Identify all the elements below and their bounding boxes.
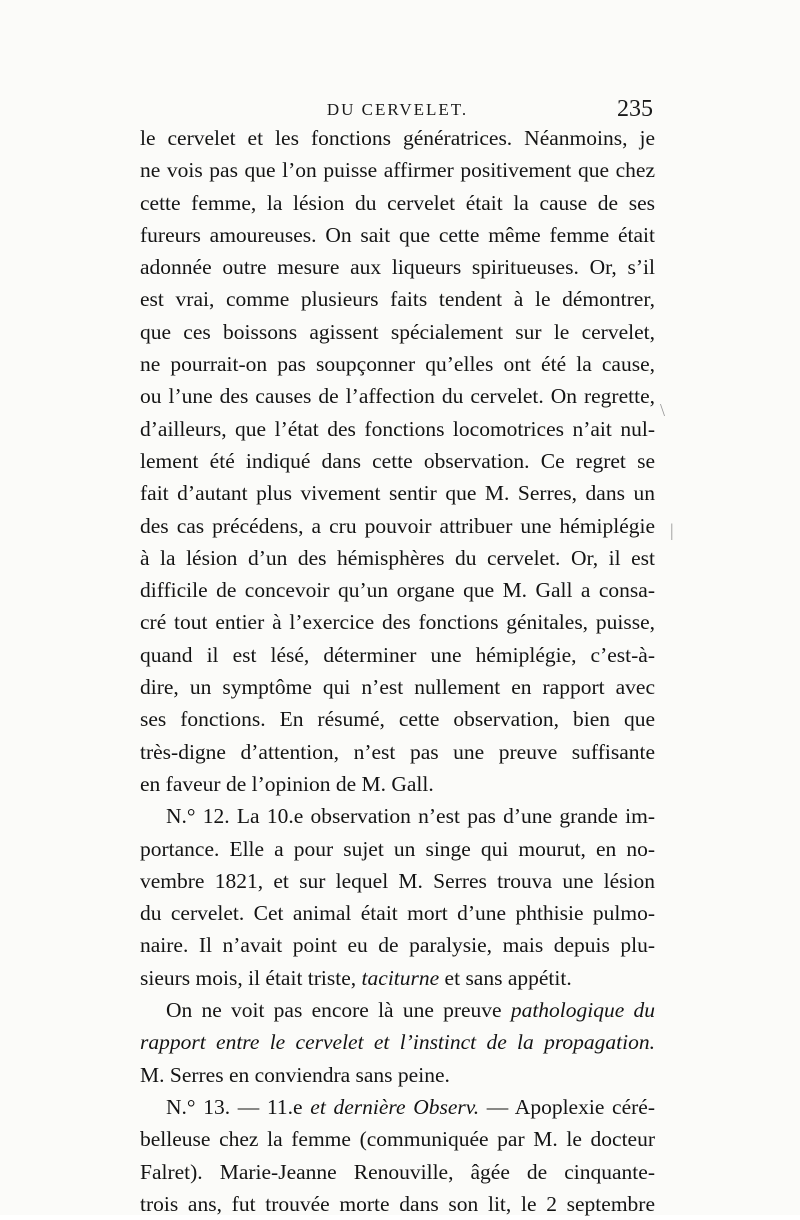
text-line	[140, 574, 655, 606]
text-line	[140, 1123, 655, 1155]
text-line	[140, 768, 655, 800]
line-text: M. Serres en conviendra sans peine.	[140, 1062, 450, 1087]
text-line	[140, 477, 655, 509]
text-line	[140, 187, 655, 219]
line-text: fureurs amoureuses. On sait que cette même femme était	[140, 222, 655, 247]
text-line	[140, 962, 655, 994]
text-line	[140, 1156, 655, 1188]
line-tail-text: — Apoplexie céré-	[479, 1094, 656, 1119]
text-line	[140, 639, 655, 671]
text-line	[140, 1091, 655, 1123]
line-text: dire, un symptôme qui n’est nullement en rapport avec	[140, 675, 655, 700]
line-tail-text: et sans appétit.	[439, 965, 572, 990]
italic-text: taciturne	[361, 965, 440, 990]
line-text: cette femme, la lésion du cervelet était la cause de ses	[140, 190, 655, 215]
italic-text: et dernière Observ.	[310, 1094, 480, 1119]
text-line	[140, 833, 655, 865]
italic-text: rapport entre le cervelet et l’instinct de la propagation.	[140, 1030, 655, 1055]
line-text: sieurs mois, il était triste,	[140, 965, 357, 990]
text-line	[140, 348, 655, 380]
line-text: difficile de concevoir qu’un organe que M. Gall a consa-	[140, 578, 655, 603]
line-text: trois ans, fut trouvée morte dans son lit, le 2 septembre	[140, 1191, 655, 1216]
italic-text: pathologique du	[510, 998, 655, 1023]
line-text: le cervelet et les fonctions génératrices. Néanmoins, je	[140, 126, 655, 150]
line-text: que ces boissons agissent spécialement sur le cervelet,	[140, 319, 655, 344]
text-line	[140, 1026, 655, 1058]
margin-mark: \	[660, 400, 666, 420]
text-line	[140, 445, 655, 477]
running-head: DU CERVELET.	[326, 100, 469, 119]
line-text: quand il est lésé, déterminer une hémiplégie, c’est-à-	[140, 642, 655, 667]
text-line	[140, 865, 655, 897]
line-text: est vrai, comme plusieurs faits tendent à le démontrer,	[140, 287, 655, 312]
text-line	[140, 413, 655, 445]
line-text: belleuse chez la femme (communiquée par M. le docteur	[140, 1127, 655, 1152]
line-text: ne vois pas que l’on puisse affirmer positivement que chez	[140, 158, 655, 183]
line-text: en faveur de l’opinion de M. Gall.	[140, 771, 434, 796]
text-line	[140, 897, 655, 929]
line-text: N.° 12. La 10.e observation n’est pas d’une grande im-	[166, 804, 655, 829]
line-text: portance. Elle a pour sujet un singe qui mourut, en no-	[140, 836, 655, 861]
line-text: d’ailleurs, que l’état des fonctions locomotrices n’ait nul-	[140, 416, 655, 441]
line-text: cré tout entier à l’exercice des fonctions génitales, puisse,	[140, 610, 655, 635]
text-line	[140, 1059, 655, 1091]
line-text: fait d’autant plus vivement sentir que M. Serres, dans un	[140, 481, 655, 506]
line-text: N.° 13. — 11.e	[166, 1094, 303, 1119]
text-line	[140, 542, 655, 574]
text-line	[140, 671, 655, 703]
line-text: On ne voit pas encore là une preuve	[166, 998, 502, 1023]
text-line	[140, 703, 655, 735]
line-text: ses fonctions. En résumé, cette observation, bien que	[140, 707, 655, 732]
text-line	[140, 251, 655, 283]
text-line	[140, 736, 655, 768]
line-text: très-digne d’attention, n’est pas une preuve suffisante	[140, 739, 655, 764]
line-text: des cas précédens, a cru pouvoir attribuer une hémiplégie	[140, 513, 655, 538]
text-line	[140, 316, 655, 348]
line-text: ne pourrait-on pas soupçonner qu’elles ont été la cause,	[140, 352, 655, 377]
line-text: du cervelet. Cet animal était mort d’une phthisie pulmo-	[140, 901, 655, 926]
line-text: adonnée outre mesure aux liqueurs spiritueuses. Or, s’il	[140, 255, 655, 280]
text-line	[140, 122, 655, 154]
line-text: ou l’une des causes de l’affection du cervelet. On regrette,	[140, 384, 655, 409]
text-line	[140, 929, 655, 961]
line-text: Falret). Marie-Jeanne Renouville, âgée de cinquante-	[140, 1159, 655, 1184]
margin-mark: |	[670, 520, 674, 540]
text-line	[140, 606, 655, 638]
text-line	[140, 1188, 655, 1220]
text-line	[140, 510, 655, 542]
text-line	[140, 800, 655, 832]
text-line	[140, 219, 655, 251]
line-text: vembre 1821, et sur lequel M. Serres trouva une lésion	[140, 868, 655, 893]
page-number: 235	[617, 96, 653, 122]
body-text	[140, 122, 655, 1220]
text-line	[140, 994, 655, 1026]
text-line	[140, 283, 655, 315]
text-line	[140, 380, 655, 412]
text-line	[140, 154, 655, 186]
line-text: lement été indiqué dans cette observation. Ce regret se	[140, 448, 655, 473]
line-text: naire. Il n’avait point eu de paralysie, mais depuis plu-	[140, 933, 655, 958]
line-text: à la lésion d’un des hémisphères du cervelet. Or, il est	[140, 545, 655, 570]
